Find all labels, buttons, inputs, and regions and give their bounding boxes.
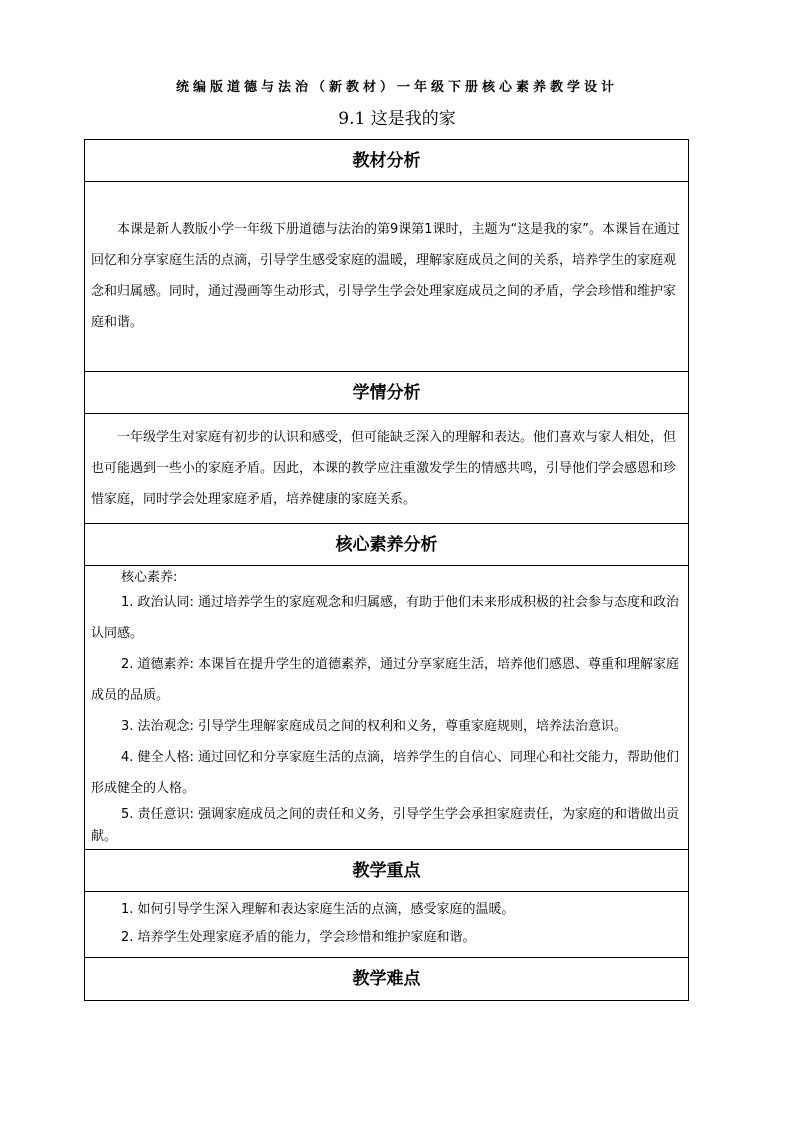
document-title: 9.1 这是我的家	[338, 109, 456, 129]
core-item: 3. 法治观念: 引导学生理解家庭成员之间的权利和义务，尊重家庭规则，培养法治意识。	[121, 719, 628, 734]
material-text: 本课是新人教版小学一年级下册道德与法治的第9课第1课时，主题为“这是我的家”。本课旨在通过回忆和分享家庭生活的点滴，引导学生感受家庭的温暖，理解家庭成员之间的关系，培养学生的家庭观念和归属感。同时，通过漫画等生动形式，引导学生学会处理家庭成员之间的矛盾，学会珍惜和维护家庭和谐。	[91, 222, 681, 330]
core-item: 5. 责任意识: 强调家庭成员之间的责任和义务，引导学生学会承担家庭责任，为家庭的和谐做出贡献。	[91, 807, 680, 844]
section-body-students	[85, 414, 688, 524]
section-body-core	[85, 566, 688, 850]
core-item: 4. 健全人格: 通过回忆和分享家庭生活的点滴，培养学生的自信心、同理心和社交能力，帮助他们形成健全的人格。	[91, 750, 680, 796]
section-body-keypoints	[85, 892, 688, 958]
core-item: 2. 道德素养: 本课旨在提升学生的道德素养，通过分享家庭生活，培养他们感恩、尊重和理解家庭成员的品质。	[91, 657, 680, 703]
core-intro: 核心素养:	[121, 570, 178, 585]
lesson-plan-table	[84, 139, 689, 1001]
section-heading-keypoints: 教学重点	[85, 850, 688, 892]
document-subtitle: 统编版道德与法治（新教材）一年级下册核心素养教学设计	[175, 80, 618, 95]
core-item: 1. 政治认同: 通过培养学生的家庭观念和归属感，有助于他们未来形成积极的社会参与态度和政治认同感。	[91, 595, 680, 641]
section-heading-material: 教材分析	[85, 140, 688, 182]
students-text: 一年级学生对家庭有初步的认识和感受，但可能缺乏深入的理解和表达。他们喜欢与家人相处，但也可能遇到一些小的家庭矛盾。因此，本课的教学应注重激发学生的情感共鸣，引导他们学会感恩和珍惜家庭，同时学会处理家庭矛盾，培养健康的家庭关系。	[91, 430, 677, 507]
section-heading-core: 核心素养分析	[85, 524, 688, 566]
keypoint-item: 2. 培养学生处理家庭矛盾的能力，学会珍惜和维护家庭和谐。	[121, 930, 476, 945]
section-heading-students: 学情分析	[85, 372, 688, 414]
keypoint-item: 1. 如何引导学生深入理解和表达家庭生活的点滴，感受家庭的温暖。	[121, 902, 515, 917]
section-body-material	[85, 182, 688, 372]
section-heading-difficulties: 教学难点	[352, 969, 421, 989]
